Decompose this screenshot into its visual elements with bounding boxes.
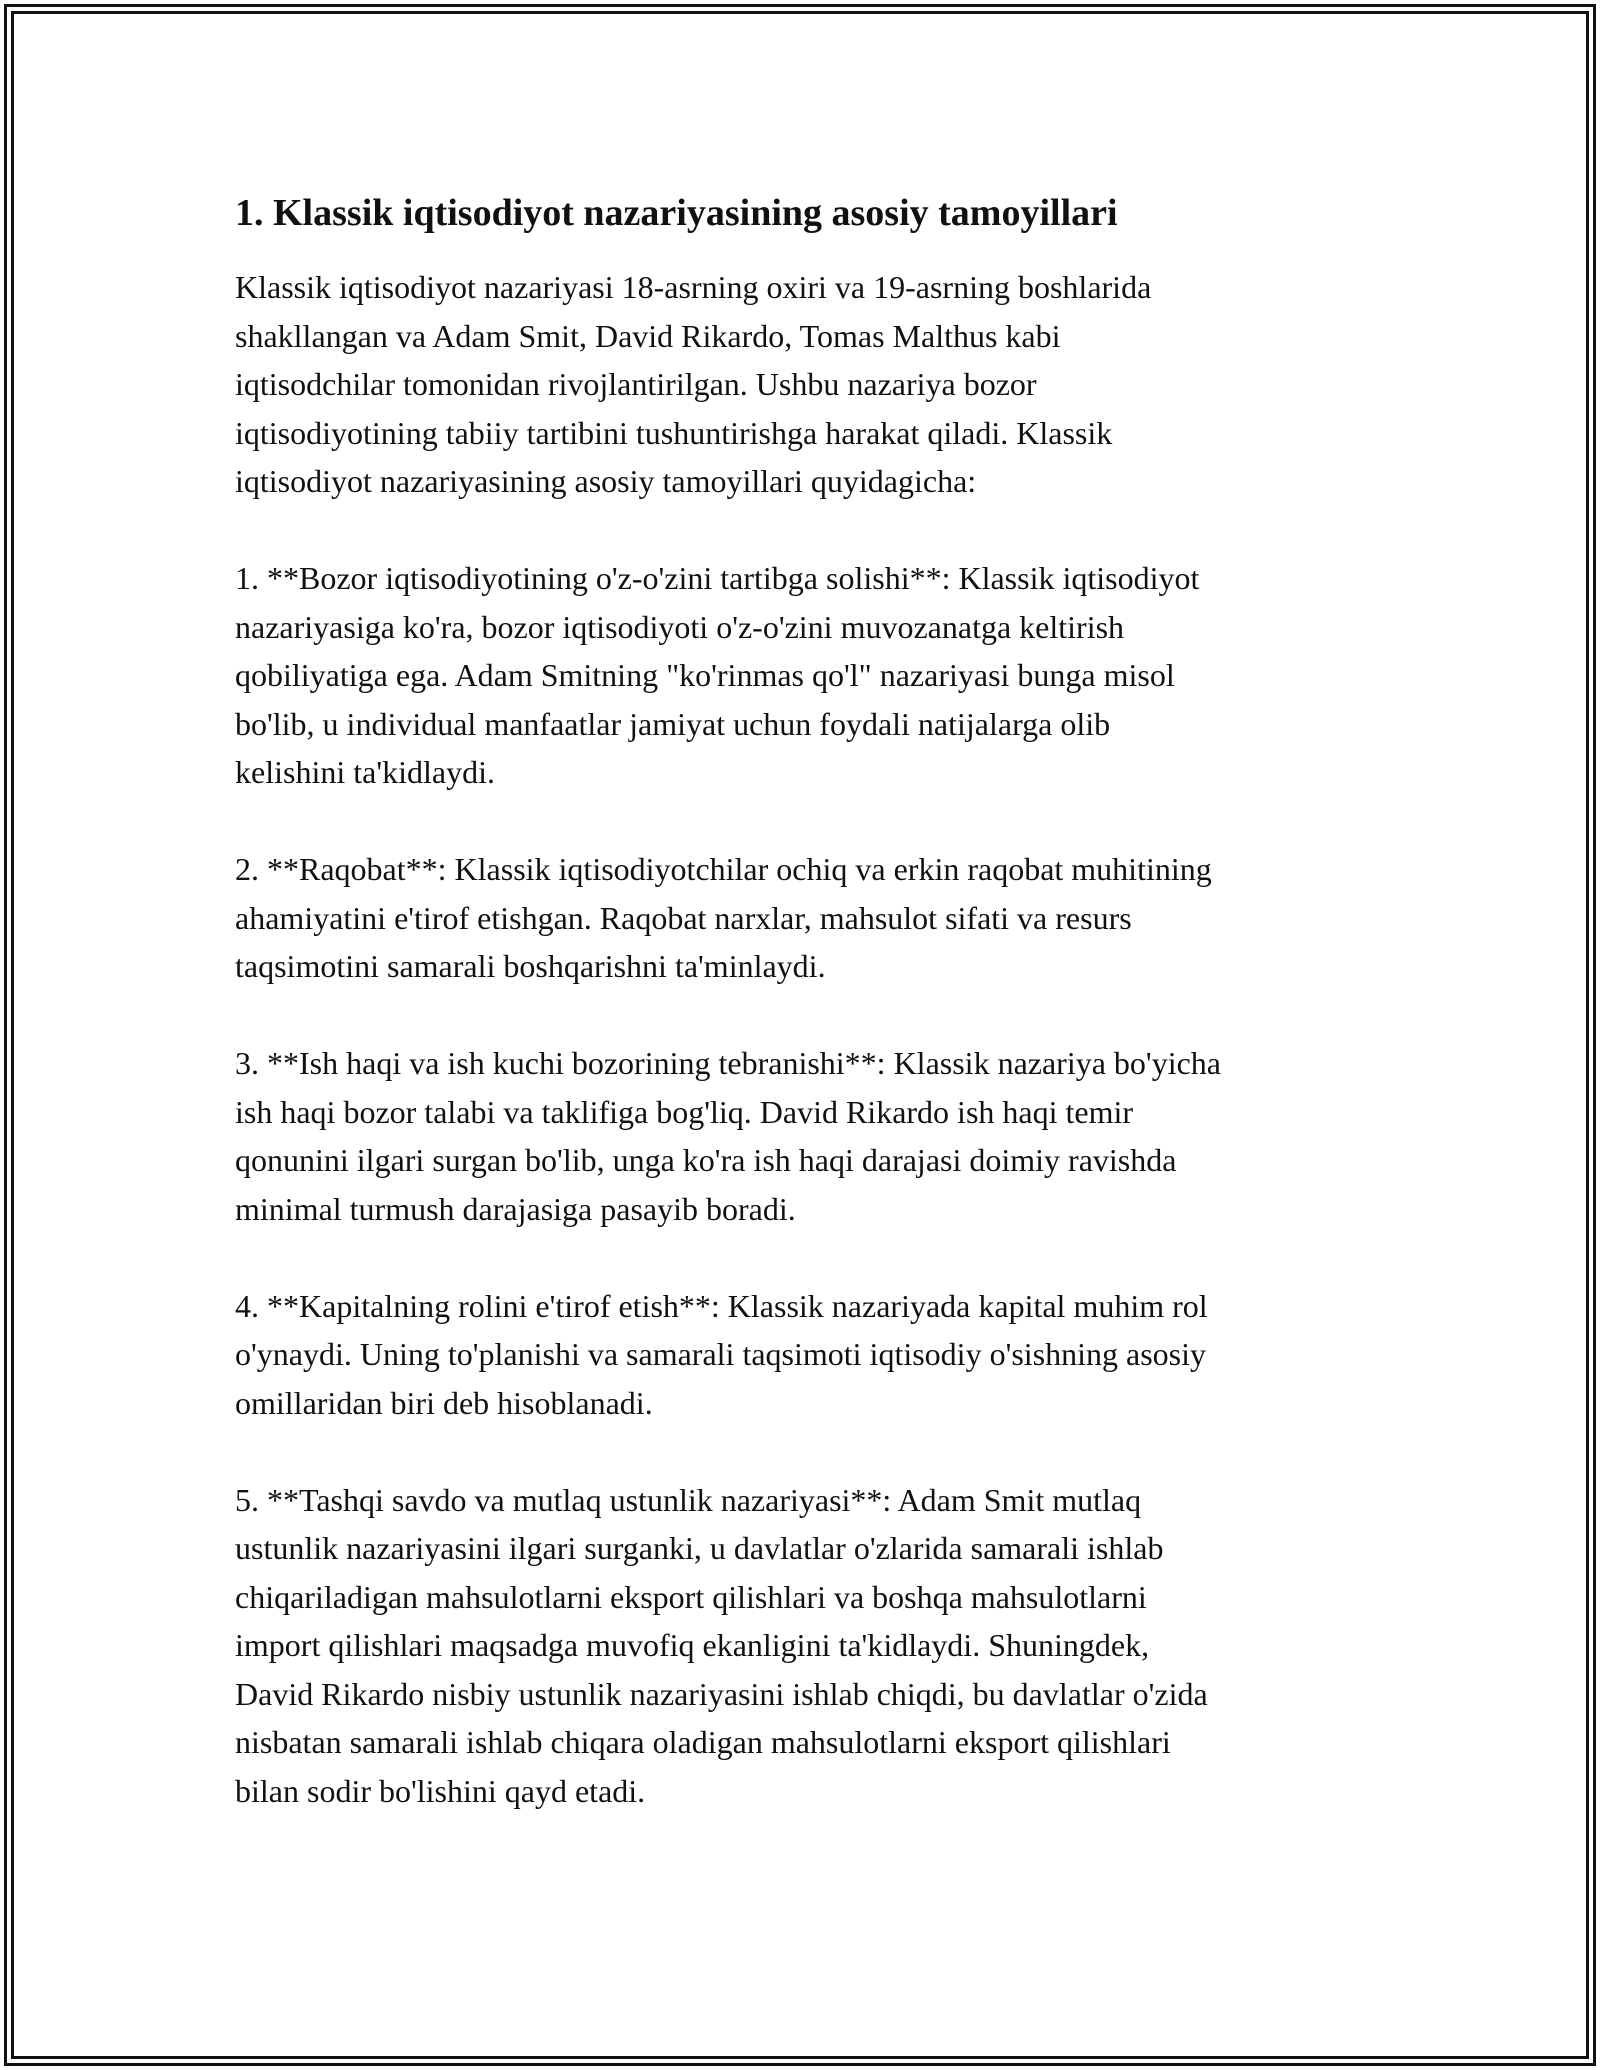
principle-line: minimal turmush darajasiga pasayib boradi.	[235, 1190, 796, 1227]
principle-line: bilan sodir bo'lishini qayd etadi.	[235, 1772, 646, 1809]
principle-line: import qilishlari maqsadga muvofiq ekanligini ta'kidlaydi. Shuningdek,	[235, 1627, 1150, 1663]
principle-item-1	[235, 554, 1385, 797]
intro-paragraph	[235, 263, 1385, 506]
principle-line: ahamiyatini e'tirof etishgan. Raqobat narxlar, mahsulot sifati va resurs	[235, 899, 1132, 936]
intro-line: Klassik iqtisodiyot nazariyasi 18-asrning oxiri va 19-asrning boshlarida	[235, 269, 1152, 305]
principle-line: nisbatan samarali ishlab chiqara oladigan mahsulotlarni eksport qilishlari	[235, 1724, 1171, 1760]
principle-line: 1. **Bozor iqtisodiyotining o'z-o'zini tartibga solishi**: Klassik iqtisodiyot	[235, 560, 1200, 596]
intro-line: shakllangan va Adam Smit, David Rikardo, Tomas Malthus kabi	[235, 317, 1061, 354]
principle-line: kelishini ta'kidlaydi.	[235, 754, 495, 790]
document-title: 1. Klassik iqtisodiyot nazariyasining asosiy tamoyillari	[235, 192, 1118, 234]
principle-line: chiqariladigan mahsulotlarni eksport qilishlari va boshqa mahsulotlarni	[235, 1578, 1147, 1615]
principle-line: ustunlik nazariyasini ilgari surganki, u davlatlar o'zlarida samarali ishlab	[235, 1530, 1164, 1566]
principle-line: omillaridan biri deb hisoblanadi.	[235, 1384, 653, 1421]
principle-line: qonunini ilgari surgan bo'lib, unga ko'ra ish haqi darajasi doimiy ravishda	[235, 1142, 1177, 1178]
principle-line: David Rikardo nisbiy ustunlik nazariyasini ishlab chiqdi, bu davlatlar o'zida	[235, 1675, 1208, 1712]
principle-line: taqsimotini samarali boshqarishni ta'minlaydi.	[235, 948, 826, 984]
principle-item-5	[235, 1476, 1385, 1816]
intro-line: iqtisodiyotining tabiiy tartibini tushuntirishga harakat qiladi. Klassik	[235, 414, 1113, 451]
principle-line: nazariyasiga ko'ra, bozor iqtisodiyoti o'z-o'zini muvozanatga keltirish	[235, 608, 1125, 645]
intro-line: iqtisodchilar tomonidan rivojlantirilgan. Ushbu nazariya bozor	[235, 366, 1037, 402]
intro-line: iqtisodiyot nazariyasining asosiy tamoyillari quyidagicha:	[235, 463, 977, 499]
principle-line: 5. **Tashqi savdo va mutlaq ustunlik nazariyasi**: Adam Smit mutlaq	[235, 1481, 1142, 1518]
principle-line: 4. **Kapitalning rolini e'tirof etish**: Klassik nazariyada kapital muhim rol	[235, 1287, 1208, 1324]
principle-line: ish haqi bozor talabi va taklifiga bog'liq. David Rikardo ish haqi temir	[235, 1093, 1134, 1130]
principle-item-3	[235, 1039, 1385, 1233]
principle-item-2	[235, 845, 1385, 991]
principle-item-4	[235, 1282, 1385, 1428]
principle-line: o'ynaydi. Uning to'planishi va samarali taqsimoti iqtisodiy o'sishning asosiy	[235, 1336, 1207, 1372]
principle-line: 2. **Raqobat**: Klassik iqtisodiyotchilar ochiq va erkin raqobat muhitining	[235, 851, 1212, 887]
principle-line: bo'lib, u individual manfaatlar jamiyat uchun foydali natijalarga olib	[235, 705, 1111, 742]
principle-line: 3. **Ish haqi va ish kuchi bozorining tebranishi**: Klassik nazariya bo'yicha	[235, 1045, 1221, 1081]
principle-line: qobiliyatiga ega. Adam Smitning "ko'rinmas qo'l" nazariyasi bunga misol	[235, 657, 1175, 693]
document-body	[235, 185, 1385, 1815]
